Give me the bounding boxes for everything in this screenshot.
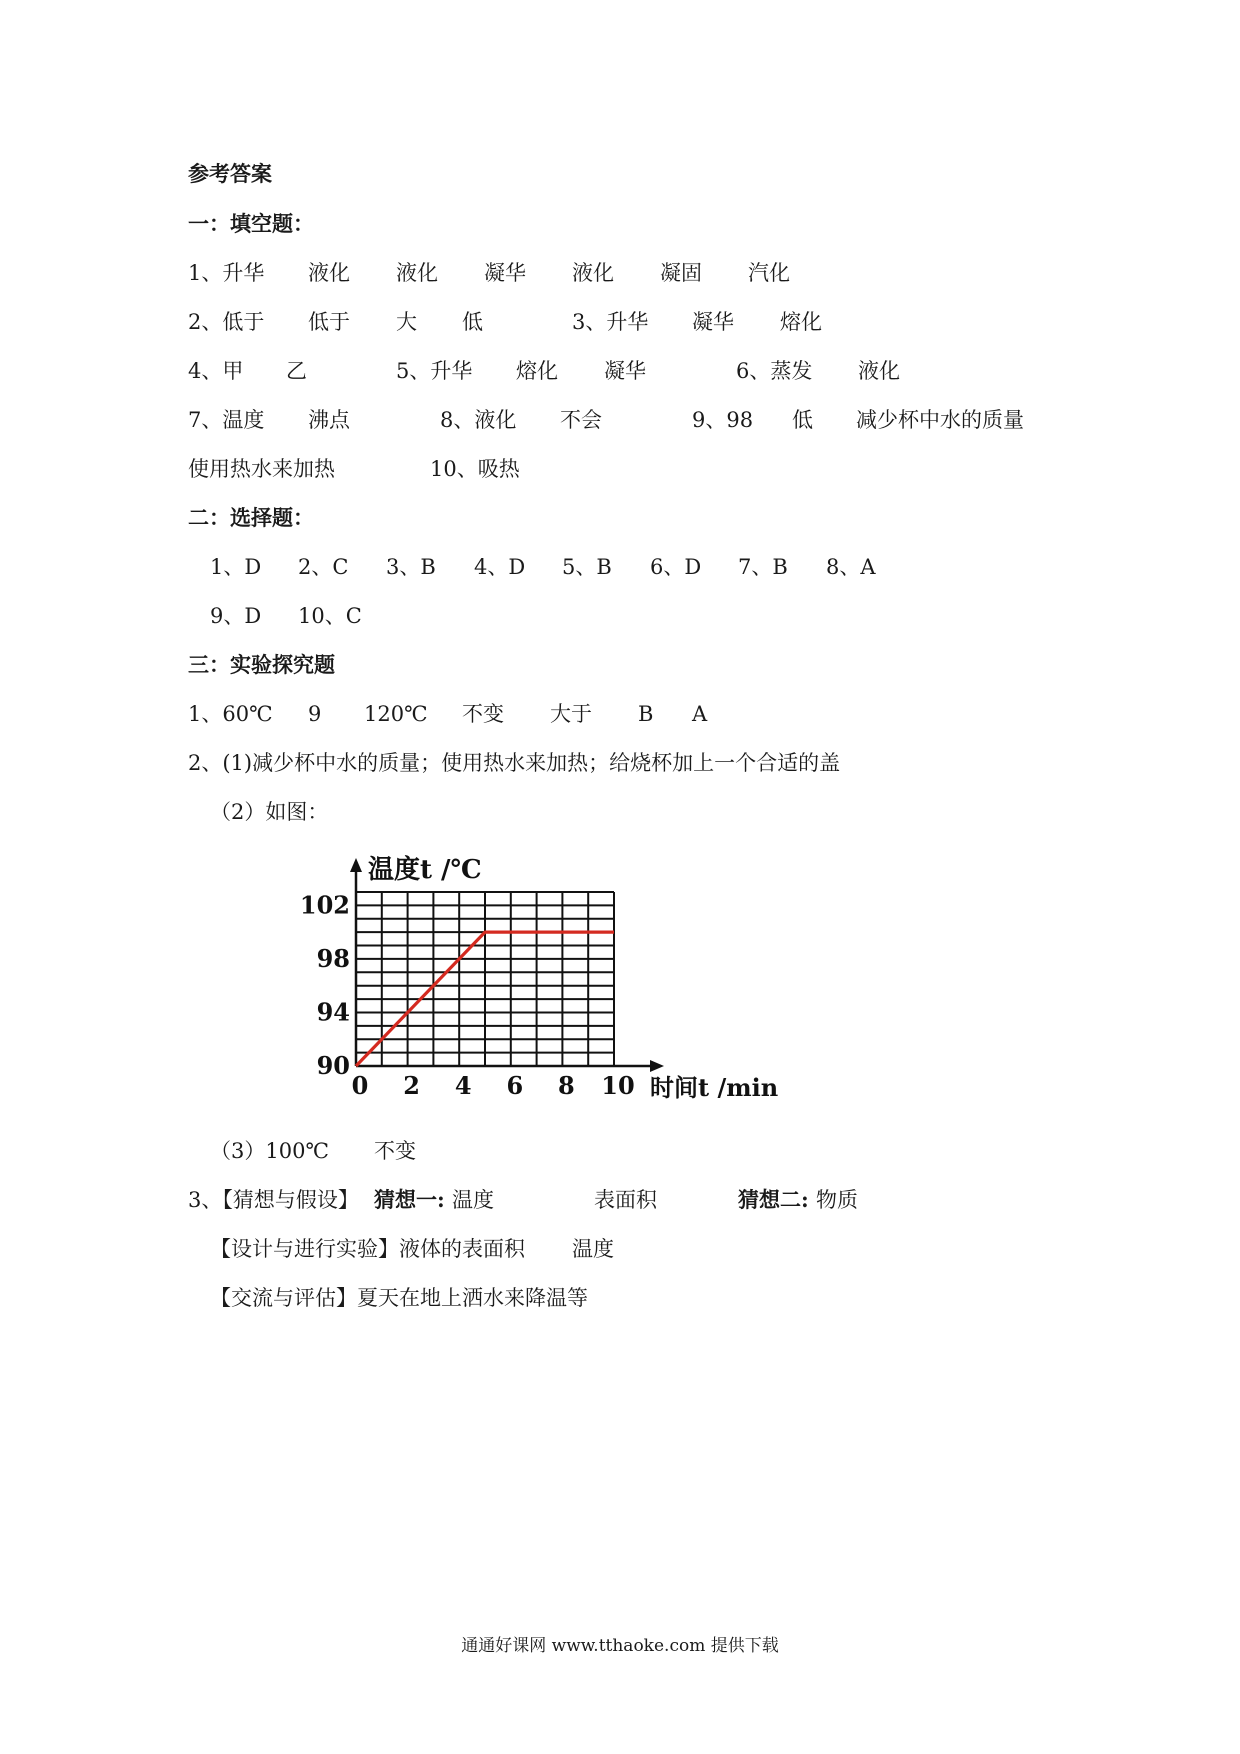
answer-item: 6、D	[650, 555, 702, 579]
answer-item: 减少杯中水的质量	[856, 408, 1024, 432]
answer-item: 低于	[308, 310, 350, 334]
x-tick-label: 0	[351, 1071, 369, 1100]
answer-item: 8、液化	[440, 408, 517, 432]
y-tick-label: 102	[300, 890, 350, 920]
answer-item: 液化	[308, 261, 350, 285]
answer-item: 凝固	[660, 261, 702, 285]
answer-item: 8、A	[826, 555, 876, 579]
page-footer: 通通好课网 www.tthaoke.com 提供下载	[461, 1636, 779, 1656]
answer-item: 3、升华	[572, 310, 649, 334]
x-tick-label: 8	[558, 1071, 575, 1100]
answer-item: 熔化	[516, 359, 558, 383]
answer-item: 凝华	[484, 261, 526, 285]
experiment-q3-part3: 【交流与评估】夏天在地上洒水来降温等	[210, 1286, 588, 1310]
y-axis-label: 温度t /℃	[368, 855, 482, 885]
answer-item: 温度	[572, 1237, 614, 1261]
answer-item: 4、D	[474, 555, 526, 579]
answer-item: 120℃	[364, 702, 428, 726]
answer-item: 沸点	[308, 408, 350, 432]
answer-item: A	[692, 702, 708, 726]
answer-item: 3、B	[386, 555, 436, 579]
chart-grid	[356, 892, 614, 1066]
answer-item: 液化	[572, 261, 614, 285]
answer-item: 5、升华	[396, 359, 473, 383]
answer-item: 低	[462, 310, 483, 334]
experiment-q2-part2: （2）如图：	[210, 800, 329, 824]
x-tick-label: 2	[403, 1071, 420, 1100]
section-experiment-heading: 三：实验探究题	[188, 652, 335, 677]
y-tick-label: 90	[316, 1051, 350, 1080]
y-axis-arrow	[350, 858, 362, 872]
answer-item: B	[638, 702, 654, 726]
answer-item: 大于	[550, 702, 592, 726]
x-axis-arrow	[650, 1060, 664, 1072]
answer-item: 1、D	[210, 555, 262, 579]
answer-item: 不变	[374, 1139, 416, 1163]
answer-item: 液化	[858, 359, 900, 383]
x-tick-label: 10	[601, 1071, 635, 1100]
answer-item: 3、【猜想与假设】	[188, 1188, 359, 1212]
answer-item: 6、蒸发	[736, 359, 813, 383]
guess-one-label: 猜想一:	[374, 1187, 445, 1212]
answer-item: 10、吸热	[430, 457, 520, 481]
answer-item: 表面积	[594, 1188, 657, 1212]
x-axis-label: 时间t /min	[650, 1073, 779, 1102]
answer-item: 凝华	[604, 359, 646, 383]
answer-item: 9、D	[210, 604, 262, 628]
answer-item: 10、C	[298, 604, 362, 628]
x-tick-label: 4	[454, 1071, 472, 1100]
answer-item: 5、B	[562, 555, 612, 579]
answer-item: 温度	[452, 1188, 494, 1212]
experiment-q2-part1: 2、(1)减少杯中水的质量；使用热水来加热；给烧杯加上一个合适的盖	[188, 751, 841, 775]
section-fill-heading: 一：填空题：	[188, 211, 314, 236]
answer-item: 低	[792, 408, 813, 432]
answer-item: 7、温度	[188, 408, 265, 432]
answer-item: 不会	[560, 408, 602, 432]
answer-item: 不变	[462, 702, 504, 726]
answer-item: 使用热水来加热	[188, 457, 335, 481]
page-title: 参考答案	[188, 161, 272, 186]
answer-item: 汽化	[748, 261, 790, 285]
answer-item: 【设计与进行实验】液体的表面积	[210, 1237, 525, 1261]
answer-item: 物质	[816, 1188, 858, 1212]
answer-item: 凝华	[692, 310, 734, 334]
x-tick-label: 6	[506, 1071, 524, 1100]
answer-item: 1、60℃	[188, 702, 273, 726]
answer-item: 液化	[396, 261, 438, 285]
answer-item: 7、B	[738, 555, 788, 579]
answer-item: （3）100℃	[210, 1139, 329, 1163]
guess-two-label: 猜想二:	[738, 1187, 809, 1212]
answer-item: 大	[396, 310, 417, 334]
answer-item: 2、C	[298, 555, 349, 579]
answer-item: 4、甲	[188, 359, 244, 383]
section-choice-heading: 二：选择题：	[188, 505, 314, 530]
y-tick-label: 98	[316, 943, 350, 973]
answer-item: 乙	[286, 359, 307, 383]
answer-item: 2、低于	[188, 310, 265, 334]
answer-item: 1、升华	[188, 261, 265, 285]
y-tick-label: 94	[316, 997, 350, 1027]
answer-item: 9、98	[692, 408, 754, 432]
answer-item: 9	[308, 702, 322, 726]
answer-item: 熔化	[780, 310, 822, 334]
temperature-time-chart	[300, 848, 780, 1118]
